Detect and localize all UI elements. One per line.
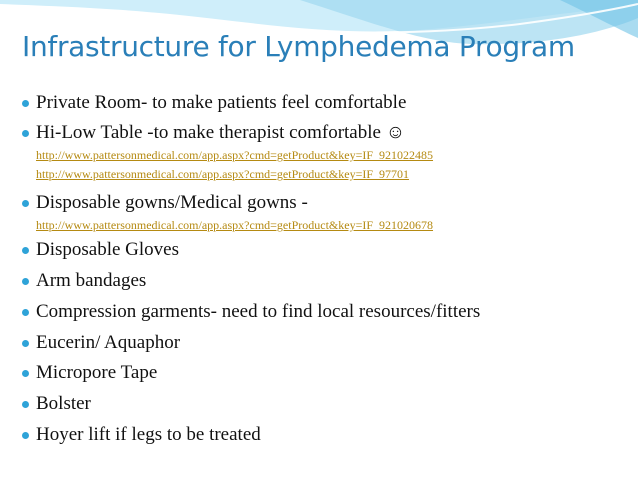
bullet-dot	[22, 309, 29, 316]
bullet-dot	[22, 340, 29, 347]
list-item-text: Bolster	[36, 393, 91, 414]
bullet-dot	[22, 278, 29, 285]
list-item-text: Eucerin/ Aquaphor	[36, 332, 181, 353]
bullet-dot	[22, 247, 29, 254]
slide-title: Infrastructure for Lymphedema Program	[22, 30, 575, 63]
product-link[interactable]: http://www.pattersonmedical.com/app.aspx?cmd=getProduct&key=IF_921020678	[36, 218, 434, 232]
list-item-text: Compression garments- need to find local resources/fitters	[36, 301, 481, 322]
bullet-dot	[22, 370, 29, 377]
bullet-dot	[22, 200, 29, 207]
list-item-text: Disposable gowns/Medical gowns -	[36, 192, 308, 213]
bullet-dot	[22, 130, 29, 137]
list-item-text: Arm bandages	[36, 270, 147, 291]
list-item-text: Hi-Low Table -to make therapist comfortable ☺	[36, 122, 406, 143]
product-link[interactable]: http://www.pattersonmedical.com/app.aspx?cmd=getProduct&key=IF_97701	[36, 167, 410, 181]
list-item-text: Micropore Tape	[36, 362, 158, 383]
list-item-text: Hoyer lift if legs to be treated	[36, 424, 261, 445]
product-link[interactable]: http://www.pattersonmedical.com/app.aspx?cmd=getProduct&key=IF_921022485	[36, 148, 434, 162]
bullet-dot	[22, 401, 29, 408]
bullet-dot	[22, 100, 29, 107]
list-item-text: Private Room- to make patients feel comfortable	[36, 92, 407, 113]
bullet-dot	[22, 432, 29, 439]
list-item-text: Disposable Gloves	[36, 239, 180, 260]
